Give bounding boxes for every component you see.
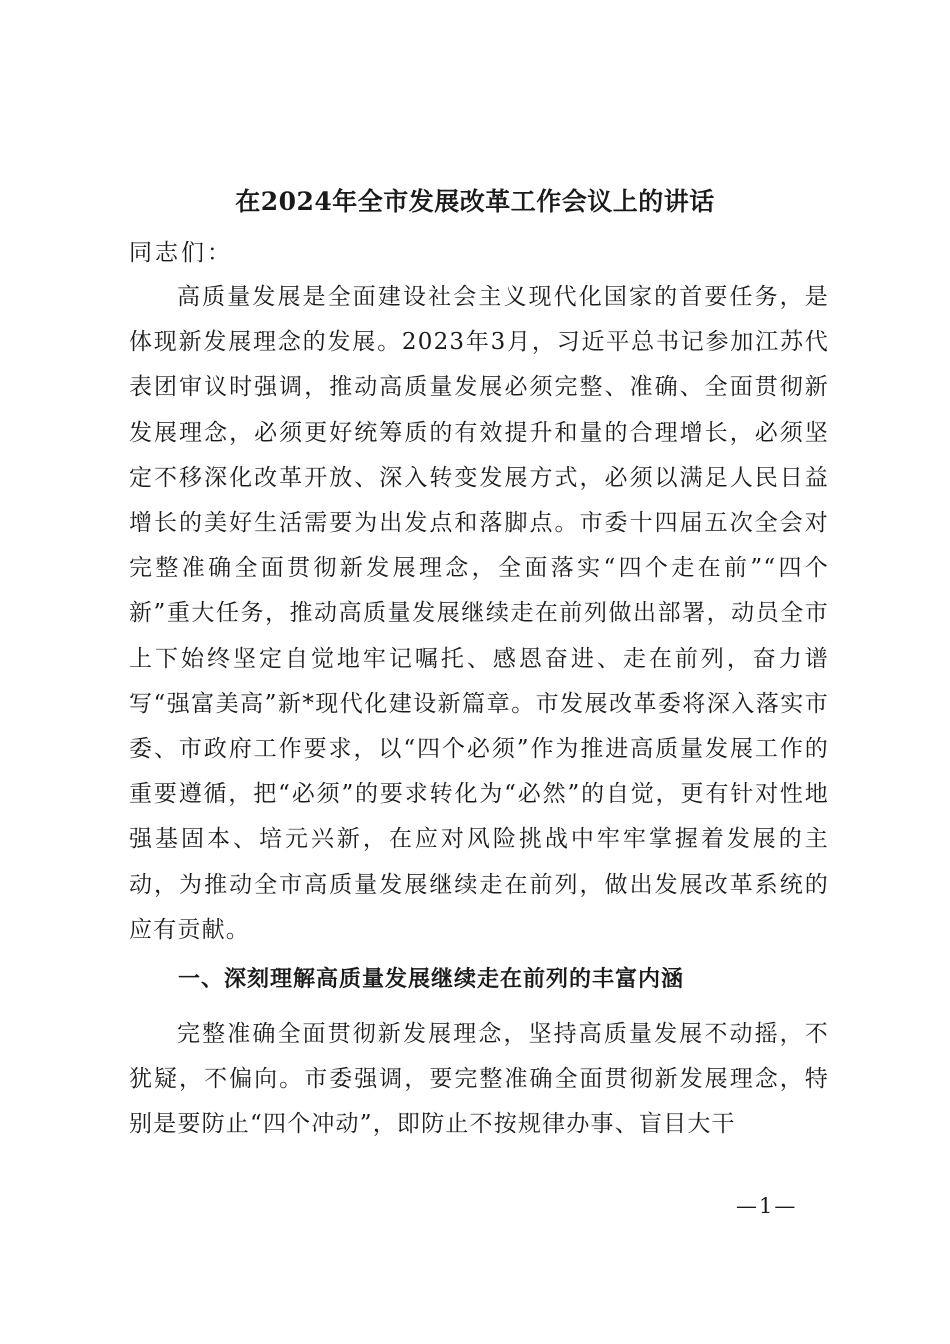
page-number: —1— [736,1194,798,1218]
greeting: 同志们： [129,240,233,266]
body-paragraph: 完整准确全面贯彻新发展理念，坚持高质量发展不动摇，不犹疑，不偏向。市委强调，要完整准确全面贯彻新发展理念，特别是要防止“四个冲动”，即防止不按规律办事、盲目大干 [129,1021,829,1138]
document-title: 在2024年全市发展改革工作会议上的讲话 [235,187,715,216]
section-heading: 一、深刻理解高质量发展继续走在前列的丰富内涵 [178,967,685,992]
body-paragraph: 高质量发展是全面建设社会主义现代化国家的首要任务，是体现新发展理念的发展。2023年3月，习近平总书记参加江苏代表团审议时强调，推动高质量发展必须完整、准确、全面贯彻新发展理念，必须更好统筹质的有效提升和量的合理增长，必须坚定不移深化改革开放、深入转变发展方式，必须以满足人民日益增长的美好生活需要为出发点和落脚点。市委十四届五次全会对完整准确全面贯彻新发展理念，全面落实“四个走在前”“四个新”重大任务，推动高质量发展继续走在前列做出部署，动员全市上下始终坚定自觉地牢记嘱托、感恩奋进、走在前列，奋力谱写“强富美高”新*现代化建设新篇章。市发展改革委将深入落实市委、市政府工作要求，以“四个必须”作为推进高质量发展工作的重要遵循，把“必须”的要求转化为“必然”的自觉，更有针对性地强基固本、培元兴新，在应对风险挑战中牢牢掌握着发展的主动，为推动全市高质量发展继续走在前列，做出发展改革系统的应有贡献。 [129,284,829,943]
